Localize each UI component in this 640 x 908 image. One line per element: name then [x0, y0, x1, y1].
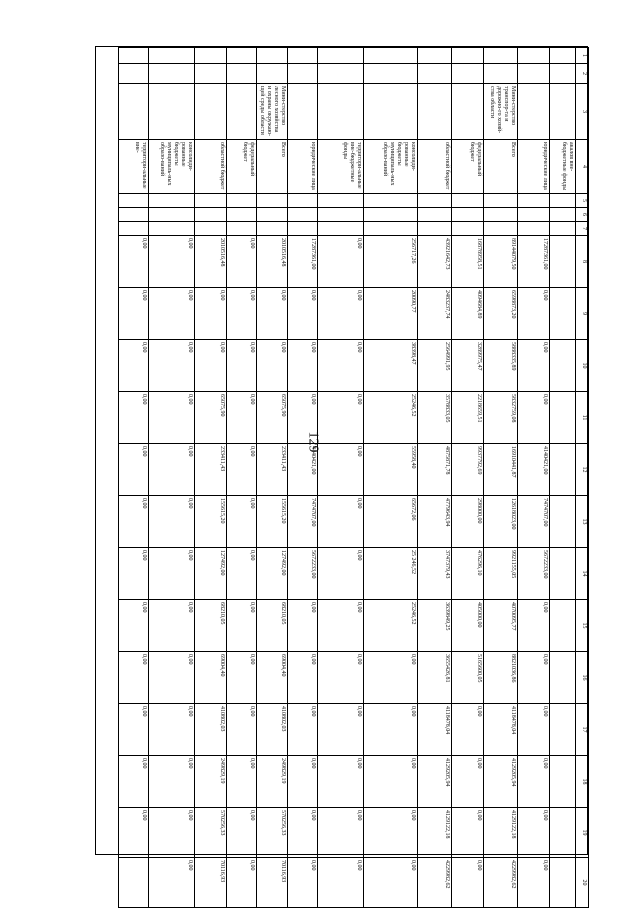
table-row — [119, 48, 149, 908]
table-cell — [418, 64, 452, 84]
table-cell: 4118478,04 — [418, 704, 452, 756]
table-cell — [149, 194, 195, 208]
table-row — [518, 48, 550, 908]
table-cell — [418, 208, 452, 222]
table-cell — [518, 84, 550, 140]
table-row — [257, 48, 288, 908]
column-header: 14 — [576, 548, 589, 600]
table-cell: 405000,00 — [452, 600, 484, 652]
table-cell: 410802,03 — [257, 704, 288, 756]
table-cell: 8821036,86 — [484, 652, 518, 704]
table-cell — [318, 222, 364, 236]
table-cell: 0,00 — [149, 444, 195, 496]
table-cell: 4118478,04 — [484, 704, 518, 756]
table-cell: 0,00 — [119, 340, 149, 392]
table-cell: 3578833,05 — [418, 392, 452, 444]
table-cell — [195, 64, 227, 84]
table-cell: 0,00 — [318, 652, 364, 704]
table-cell: 0,00 — [452, 858, 484, 908]
table-cell — [318, 84, 364, 140]
table-cell: 0,00 — [364, 858, 418, 908]
table-cell: 0,00 — [364, 652, 418, 704]
table-cell: 0,00 — [518, 392, 550, 444]
table-cell — [364, 208, 418, 222]
table-cell: 0,00 — [119, 548, 149, 600]
column-header: 4 — [576, 140, 589, 194]
table-cell — [550, 64, 576, 84]
column-header: 9 — [576, 288, 589, 340]
table-cell — [550, 236, 576, 288]
table-cell — [119, 194, 149, 208]
table-cell: 0,00 — [119, 600, 149, 652]
table-cell: 0,00 — [227, 340, 257, 392]
table-cell: юридические лица — [288, 140, 318, 194]
table-cell: 0,00 — [119, 444, 149, 496]
table-cell: 0,00 — [149, 288, 195, 340]
table-cell: 0,00 — [318, 704, 364, 756]
table-cell — [518, 222, 550, 236]
table-cell — [418, 194, 452, 208]
table-cell: 0,00 — [318, 858, 364, 908]
table-cell: 0,00 — [227, 288, 257, 340]
table-cell: 4129205,94 — [418, 756, 452, 808]
table-cell: 5888335,89 — [484, 340, 518, 392]
table-cell: 0,00 — [364, 756, 418, 808]
table-cell — [484, 48, 518, 64]
table-cell: 0,00 — [119, 652, 149, 704]
table-cell: 0,00 — [149, 496, 195, 548]
table-cell — [418, 222, 452, 236]
table-cell: консолиди-рованные бюджеты муниципаль-ных образо-ваний — [149, 140, 195, 194]
table-cell — [452, 208, 484, 222]
column-header: 12 — [576, 444, 589, 496]
table-cell: 0,00 — [149, 600, 195, 652]
table-cell: 0,00 — [364, 704, 418, 756]
table-cell: федеральный бюджет — [452, 140, 484, 194]
table-cell — [550, 288, 576, 340]
column-header: 20 — [576, 858, 589, 908]
table-cell: 25246,52 — [364, 392, 418, 444]
table-cell: 0,00 — [227, 444, 257, 496]
table-cell — [318, 194, 364, 208]
table-cell: 0,00 — [318, 288, 364, 340]
table-cell: 4129205,94 — [484, 756, 518, 808]
table-cell: 0,00 — [119, 496, 149, 548]
table-cell: 0,00 — [288, 756, 318, 808]
table-cell: 0,00 — [149, 236, 195, 288]
table-cell: 20090,77 — [364, 288, 418, 340]
table-cell: 5832759,08 — [484, 392, 518, 444]
table-cell — [149, 64, 195, 84]
table-cell: 4129122,18 — [484, 808, 518, 858]
table-cell — [452, 64, 484, 84]
table-cell: 6598873,20 — [484, 288, 518, 340]
table-cell — [550, 704, 576, 756]
column-header: 1 — [576, 48, 589, 64]
table-cell — [550, 222, 576, 236]
table-cell: 2010516,48 — [195, 236, 227, 288]
table-cell: 0,00 — [318, 236, 364, 288]
table-cell: 65075,90 — [195, 392, 227, 444]
table-cell: 570256,33 — [195, 808, 227, 858]
table-cell: 3639849,25 — [418, 600, 452, 652]
table-cell: 2483237,74 — [418, 288, 452, 340]
table-cell: 0,00 — [518, 704, 550, 756]
table-cell: 2218659,51 — [452, 392, 484, 444]
table-cell: 0,00 — [288, 340, 318, 392]
table-cell: 0,00 — [227, 652, 257, 704]
table-row — [318, 48, 364, 908]
column-header: 3 — [576, 84, 589, 140]
table-cell: 0,00 — [364, 808, 418, 858]
table-cell: 0,00 — [227, 858, 257, 908]
table-cell: акалов вне-бюджетные фонды — [550, 140, 576, 194]
table-cell — [318, 48, 364, 64]
table-cell — [550, 84, 576, 140]
table-cell — [195, 84, 227, 140]
table-cell — [418, 84, 452, 140]
table-cell — [364, 222, 418, 236]
column-header: 2 — [576, 64, 589, 84]
table-cell — [364, 48, 418, 64]
table-cell: 0,00 — [227, 756, 257, 808]
table-cell — [550, 340, 576, 392]
table-cell: 0,00 — [318, 340, 364, 392]
header-row — [576, 48, 589, 908]
table-cell: 43921642,73 — [418, 236, 452, 288]
table-cell: 25246,52 — [364, 600, 418, 652]
table-cell: 0,00 — [518, 600, 550, 652]
table-cell — [364, 64, 418, 84]
table-cell — [257, 194, 288, 208]
table-cell: 4875871,78 — [418, 444, 452, 496]
table-cell — [550, 444, 576, 496]
table-row — [288, 48, 318, 908]
table-cell: 0,00 — [452, 704, 484, 756]
table-cell: 16910441,87 — [484, 444, 518, 496]
table-cell: 0,00 — [149, 548, 195, 600]
table-cell: 0,00 — [227, 236, 257, 288]
table-cell: 17287361,00 — [288, 236, 318, 288]
table-cell — [418, 48, 452, 64]
table-cell: 0,00 — [227, 392, 257, 444]
column-header: 6 — [576, 208, 589, 222]
column-header: 10 — [576, 340, 589, 392]
table-cell: 0,00 — [149, 858, 195, 908]
table-cell: 4070095,77 — [484, 600, 518, 652]
table-cell — [550, 548, 576, 600]
table-cell — [364, 194, 418, 208]
table-cell: 12618023,00 — [484, 496, 518, 548]
table-cell: 65075,90 — [257, 392, 288, 444]
table-cell — [149, 48, 195, 64]
table-cell — [195, 48, 227, 64]
table-cell: 127492,00 — [195, 548, 227, 600]
table-cell: 233411,43 — [195, 444, 227, 496]
table-cell — [484, 194, 518, 208]
table-cell — [550, 208, 576, 222]
table-cell: 0,00 — [318, 548, 364, 600]
column-header: 18 — [576, 756, 589, 808]
table-cell: 70116,93 — [195, 858, 227, 908]
table-cell: 9921155,05 — [484, 548, 518, 600]
table-cell: 0,00 — [149, 652, 195, 704]
table-cell: 4129122,18 — [418, 808, 452, 858]
table-row — [550, 48, 576, 908]
table-cell: 0,00 — [119, 704, 149, 756]
table-cell: 4140421,00 — [518, 444, 550, 496]
table-cell: 17287361,00 — [518, 236, 550, 288]
table-cell: 0,00 — [119, 808, 149, 858]
table-cell: 2010516,48 — [257, 236, 288, 288]
table-cell — [550, 392, 576, 444]
table-cell: 0,00 — [195, 288, 227, 340]
table-cell: 127492,00 — [257, 548, 288, 600]
table-cell: 69004,40 — [257, 652, 288, 704]
table-cell: 0,00 — [452, 756, 484, 808]
table-cell: 476296,10 — [452, 548, 484, 600]
table-cell: 0,00 — [318, 392, 364, 444]
budget-table-frame — [95, 46, 588, 889]
table-cell — [550, 808, 576, 858]
table-cell — [119, 84, 149, 140]
column-header: 17 — [576, 704, 589, 756]
table-cell — [484, 64, 518, 84]
table-cell: 55958,40 — [364, 444, 418, 496]
table-cell: 155615,20 — [195, 496, 227, 548]
table-cell: 0,00 — [518, 756, 550, 808]
table-cell: 0,00 — [119, 756, 149, 808]
table-cell: 249829,19 — [257, 756, 288, 808]
table-cell: 570256,33 — [257, 808, 288, 858]
table-cell — [119, 208, 149, 222]
table-cell: 0,00 — [318, 756, 364, 808]
table-cell — [149, 222, 195, 236]
table-cell — [288, 208, 318, 222]
table-cell — [227, 64, 257, 84]
table-cell: 0,00 — [227, 496, 257, 548]
table-cell — [257, 48, 288, 64]
table-cell — [550, 756, 576, 808]
table-cell — [195, 222, 227, 236]
table-cell: областной бюджет — [418, 140, 452, 194]
table-cell — [119, 48, 149, 64]
column-header: 11 — [576, 392, 589, 444]
table-cell: 25 246,52 — [364, 548, 418, 600]
table-cell: 249829,19 — [195, 756, 227, 808]
table-cell — [119, 64, 149, 84]
table-cell — [550, 600, 576, 652]
table-cell — [550, 652, 576, 704]
table-cell: 0,00 — [288, 600, 318, 652]
table-cell — [318, 208, 364, 222]
table-cell: 4140421,00 — [288, 444, 318, 496]
table-cell — [149, 84, 195, 140]
table-cell: Всего — [257, 140, 288, 194]
table-cell: 0,00 — [227, 600, 257, 652]
table-cell: 0,00 — [119, 236, 149, 288]
table-cell: 0,00 — [149, 808, 195, 858]
table-cell — [227, 194, 257, 208]
table-cell: 0,00 — [318, 496, 364, 548]
table-cell — [550, 496, 576, 548]
table-cell: 0,00 — [518, 340, 550, 392]
page-number: 129 — [305, 431, 321, 453]
table-cell — [195, 194, 227, 208]
table-cell — [288, 84, 318, 140]
table-cell: 89144079,50 — [484, 236, 518, 288]
table-cell — [257, 64, 288, 84]
table-cell: 0,00 — [119, 288, 149, 340]
table-cell — [288, 64, 318, 84]
table-cell: 9937792,69 — [452, 444, 484, 496]
table-cell: 0,00 — [452, 808, 484, 858]
table-body — [119, 48, 576, 908]
table-cell: 0,00 — [518, 288, 550, 340]
table-cell — [550, 858, 576, 908]
budget-table — [118, 47, 589, 908]
column-header: 8 — [576, 236, 589, 288]
table-cell: 5672233,00 — [288, 548, 318, 600]
table-cell: 0,00 — [257, 288, 288, 340]
table-cell — [227, 208, 257, 222]
table-cell — [484, 208, 518, 222]
table-cell — [518, 64, 550, 84]
table-cell: 68210,05 — [195, 600, 227, 652]
table-cell: 233411,43 — [257, 444, 288, 496]
table-cell: 0,00 — [195, 340, 227, 392]
table-cell — [452, 84, 484, 140]
table-cell: консолиди-рованные бюджеты муниципаль-ных образо-ваний — [364, 140, 418, 194]
table-cell: 0,00 — [288, 288, 318, 340]
table-cell: 16878958,51 — [452, 236, 484, 288]
table-cell: 7474707,00 — [288, 496, 318, 548]
table-cell: территори-альные вне- — [119, 140, 149, 194]
table-cell — [452, 222, 484, 236]
table-cell: 298000,00 — [452, 496, 484, 548]
table-row — [418, 48, 452, 908]
table-cell: 0,00 — [518, 858, 550, 908]
table-cell: 4094684,89 — [452, 288, 484, 340]
table-cell: 70116,93 — [257, 858, 288, 908]
table-row — [195, 48, 227, 908]
table-cell: 3655426,81 — [418, 652, 452, 704]
table-cell: 0,00 — [288, 652, 318, 704]
table-row — [364, 48, 418, 908]
table-cell: 0,00 — [288, 704, 318, 756]
table-cell — [518, 48, 550, 64]
table-cell: 7474707,00 — [518, 496, 550, 548]
table-cell: 3747379,43 — [418, 548, 452, 600]
table-cell: 0,00 — [288, 808, 318, 858]
column-header: 5 — [576, 194, 589, 208]
table-cell — [364, 84, 418, 140]
table-cell: Мини-стерство транспор-та и дорожно-го хозяй-ства области — [484, 84, 518, 140]
table-cell — [484, 222, 518, 236]
table-cell: областной бюджет — [195, 140, 227, 194]
table-cell: 0,00 — [149, 340, 195, 392]
table-cell: 3289975,47 — [452, 340, 484, 392]
column-header: 19 — [576, 808, 589, 858]
table-cell: 0,00 — [518, 808, 550, 858]
table-cell: 410802,03 — [195, 704, 227, 756]
table-cell — [288, 48, 318, 64]
table-cell: юридические лица — [518, 140, 550, 194]
table-cell — [550, 194, 576, 208]
table-row — [484, 48, 518, 908]
table-cell — [518, 194, 550, 208]
table-cell: 65672,06 — [364, 496, 418, 548]
column-header: 16 — [576, 652, 589, 704]
table-cell — [195, 208, 227, 222]
column-header: 13 — [576, 496, 589, 548]
table-cell: 0,00 — [318, 808, 364, 858]
table-cell — [119, 222, 149, 236]
table-cell — [550, 48, 576, 64]
table-cell: 0,00 — [288, 392, 318, 444]
table-cell: 0,00 — [149, 392, 195, 444]
table-cell — [288, 194, 318, 208]
column-header: 15 — [576, 600, 589, 652]
table-cell: 0,00 — [149, 756, 195, 808]
table-cell: 0,00 — [227, 704, 257, 756]
budget-table-rotated — [96, 47, 589, 889]
table-cell: 0,00 — [227, 808, 257, 858]
table-cell — [227, 222, 257, 236]
table-cell: 0,00 — [149, 704, 195, 756]
table-row — [227, 48, 257, 908]
table-cell: 0,00 — [318, 600, 364, 652]
table-cell — [318, 64, 364, 84]
table-cell — [518, 208, 550, 222]
table-cell: Всего — [484, 140, 518, 194]
table-cell: 2564991,95 — [418, 340, 452, 392]
table-cell — [257, 208, 288, 222]
table-cell — [288, 222, 318, 236]
table-cell: федеральный бюджет — [227, 140, 257, 194]
table-cell: 0,00 — [227, 548, 257, 600]
table-cell: 155615,20 — [257, 496, 288, 548]
table-cell — [119, 858, 149, 908]
table-cell: Мини-стерство лесного хозяйства и охраны окружаю-щей среды области — [257, 84, 288, 140]
table-cell: 0,00 — [257, 340, 288, 392]
table-cell: территори-альные вне-бюджетные фонды — [318, 140, 364, 194]
table-cell — [149, 208, 195, 222]
table-cell: 0,00 — [318, 444, 364, 496]
table-row — [452, 48, 484, 908]
table-cell: 256717,26 — [364, 236, 418, 288]
table-cell: 0,00 — [288, 858, 318, 908]
table-cell — [227, 48, 257, 64]
table-cell: 0,00 — [518, 652, 550, 704]
table-cell: 5672233,00 — [518, 548, 550, 600]
table-cell: 4229982,62 — [418, 858, 452, 908]
table-cell: 4779643,94 — [418, 496, 452, 548]
table-cell — [227, 84, 257, 140]
table-cell: 69004,40 — [195, 652, 227, 704]
column-header: 7 — [576, 222, 589, 236]
table-cell — [257, 222, 288, 236]
table-cell: 38398,47 — [364, 340, 418, 392]
table-cell: 4229982,62 — [484, 858, 518, 908]
table-cell: 5165600,05 — [452, 652, 484, 704]
table-cell: 0,00 — [119, 392, 149, 444]
table-row — [149, 48, 195, 908]
table-cell — [452, 48, 484, 64]
table-cell — [452, 194, 484, 208]
table-cell: 68210,05 — [257, 600, 288, 652]
